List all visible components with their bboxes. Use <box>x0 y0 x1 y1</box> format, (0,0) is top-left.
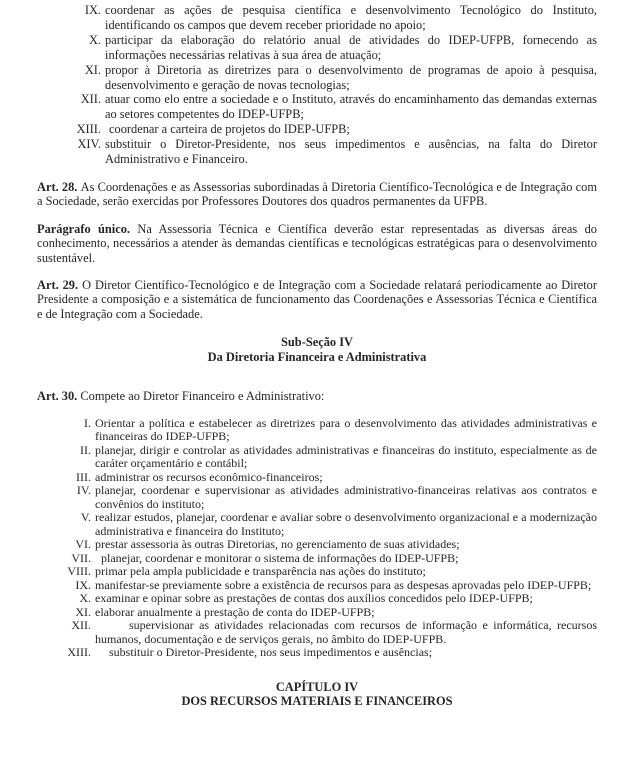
list-item-numeral: VIII. <box>67 564 91 579</box>
list-item <box>59 646 597 660</box>
list-item <box>59 592 597 606</box>
subsection-heading-line2: Da Diretoria Financeira e Administrativa <box>207 349 427 364</box>
article-30-duties-list <box>59 417 597 660</box>
list-item-text: participar da elaboração do relatório anual de atividades do IDEP-UFPB, fornecendo as informações necessárias relativas à sua área de atuação; <box>105 32 597 62</box>
list-item-text: coordenar as ações de pesquisa científica e desenvolvimento Tecnológico do Instituto, identificando os campos que devem receber prioridade no apoio; <box>105 3 597 32</box>
article-29-label: Art. 29. <box>37 278 79 292</box>
list-item-text: realizar estudos, planejar, coordenar e avaliar sobre o desenvolvimento organizacional e a modernização administrativa e financeira do Instituto; <box>95 510 597 538</box>
list-item-numeral: III. <box>76 469 91 484</box>
list-item-numeral: IX. <box>84 3 101 17</box>
list-item <box>59 552 597 566</box>
article-28-label: Art. 28. <box>37 179 78 194</box>
list-item-numeral: I. <box>84 415 91 430</box>
list-item-numeral: XII. <box>80 92 101 107</box>
list-item-text: substituir o Diretor-Presidente, nos seus impedimentos e ausências; <box>109 645 433 660</box>
list-item-text: elaborar anualmente a prestação de conta do IDEP-UFPB; <box>95 604 375 619</box>
list-item <box>59 511 597 538</box>
list-item <box>59 619 597 646</box>
article-28-paragraph <box>37 180 597 209</box>
list-item <box>59 484 597 511</box>
list-item <box>69 63 597 93</box>
list-item <box>59 444 597 471</box>
list-item-numeral: IX. <box>75 577 91 592</box>
list-item <box>59 579 597 593</box>
paragrafo-unico-text: Na Assessoria Técnica e Científica deverão estar representadas as diversas áreas do conhecimento, necessários a atender às demandas científicas e tecnológicas estratégicas para o desenvolvimento sustentável. <box>37 221 597 265</box>
list-item <box>59 417 597 444</box>
list-item <box>69 137 597 167</box>
article-27-duties-list <box>69 3 597 167</box>
list-item-numeral: XI. <box>84 62 101 77</box>
list-item-numeral: XIII. <box>76 122 101 137</box>
list-item-text: manifestar-se previamente sobre a existência de recursos para as despesas aprovadas pelo IDEP-UFPB; <box>95 577 592 592</box>
list-item-text: atuar como elo entre a sociedade e o Instituto, através do encaminhamento das demandas externas ao setores competentes do IDEP-UFPB; <box>105 92 597 122</box>
list-item-text: substituir o Diretor-Presidente, nos seus impedimentos e ausências, na falta do Diretor Administrativo e Financeiro. <box>105 137 597 167</box>
list-item-numeral: XIV. <box>77 137 101 152</box>
chapter-heading-line1: CAPÍTULO IV <box>275 679 359 694</box>
list-item-numeral: VI. <box>75 537 91 552</box>
article-29-paragraph <box>37 278 597 321</box>
list-item <box>59 471 597 485</box>
chapter-heading-line2: DOS RECURSOS MATERIAIS E FINANCEIROS <box>181 694 453 709</box>
list-item-numeral: IV. <box>76 483 91 498</box>
list-item-text: coordenar a carteira de projetos do IDEP-UFPB; <box>109 122 350 137</box>
list-item-text: propor à Diretoria as diretrizes para o desenvolvimento de programas de apoio à pesquisa, desenvolvimento e geração de novas tecnologias; <box>105 62 597 92</box>
article-30-paragraph <box>37 389 597 403</box>
list-item <box>59 538 597 552</box>
list-item <box>69 3 597 33</box>
list-item-numeral: X. <box>79 591 91 606</box>
list-item-numeral: XIII. <box>67 645 91 660</box>
list-item-text: planejar, coordenar e supervisionar as atividades administrativo-financeiras relativas aos contratos e convênios do instituto; <box>95 483 597 511</box>
list-item-text: planejar, dirigir e controlar as atividades administrativas e financeiras do instituto, especialmente as de caráter orçamentário e contábil; <box>95 442 597 471</box>
list-item <box>69 33 597 63</box>
list-item-text: supervisionar as atividades relacionadas com recursos de informação e informática, recursos humanos, documentação e de serviços gerais, no âmbito do IDEP-UFPB. <box>95 618 597 646</box>
list-item-text: administrar os recursos econômico-financeiros; <box>95 469 323 484</box>
list-item-text: examinar e opinar sobre as prestações de contas dos auxílios concedidos pelo IDEP-UFPB; <box>95 591 533 606</box>
list-item <box>59 606 597 620</box>
list-item-numeral: V. <box>80 510 91 525</box>
paragrafo-unico-paragraph <box>37 222 597 265</box>
list-item <box>69 122 597 137</box>
list-item-numeral: XI. <box>75 604 91 619</box>
chapter-heading <box>37 680 597 709</box>
list-item <box>69 92 597 122</box>
list-item-text: Orientar a política e estabelecer as diretrizes para o desenvolvimento das atividades administrativas e financeiras do IDEP-UFPB; <box>95 415 597 444</box>
list-item-text: planejar, coordenar e monitorar o sistema de informações do IDEP-UFPB; <box>101 550 459 565</box>
list-item-text: prestar assessoria às outras Diretorias, no gerenciamento de suas atividades; <box>95 537 460 552</box>
list-item-numeral: II. <box>80 442 91 457</box>
article-30-text: Compete ao Diretor Financeiro e Administrativo: <box>80 389 325 404</box>
article-29-text: O Diretor Científico-Tecnológico e de Integração com a Sociedade relatará periodicamente ao Diretor Presidente a composição e a sistemática de funcionamento das Coordenações e Assessorias Técnica e Científica e de Integração com a Sociedade. <box>37 278 597 321</box>
list-item-numeral: XII. <box>71 618 91 633</box>
list-item <box>59 565 597 579</box>
subsection-heading-line1: Sub-Seção IV <box>281 335 353 350</box>
article-28-text: As Coordenações e as Assessorias subordinadas à Diretoria Científico-Tecnológica e de Integração com a Sociedade, serão exercidas por Professores Doutores dos quadros permanentes da UFPB. <box>37 179 597 209</box>
paragrafo-unico-label: Parágrafo único. <box>37 221 131 236</box>
subsection-heading <box>37 335 597 364</box>
list-item-numeral: X. <box>88 32 101 47</box>
article-30-label: Art. 30. <box>37 389 78 404</box>
list-item-numeral: VII. <box>71 550 91 565</box>
list-item-text: primar pela ampla publicidade e transparência nas ações do instituto; <box>95 564 426 579</box>
